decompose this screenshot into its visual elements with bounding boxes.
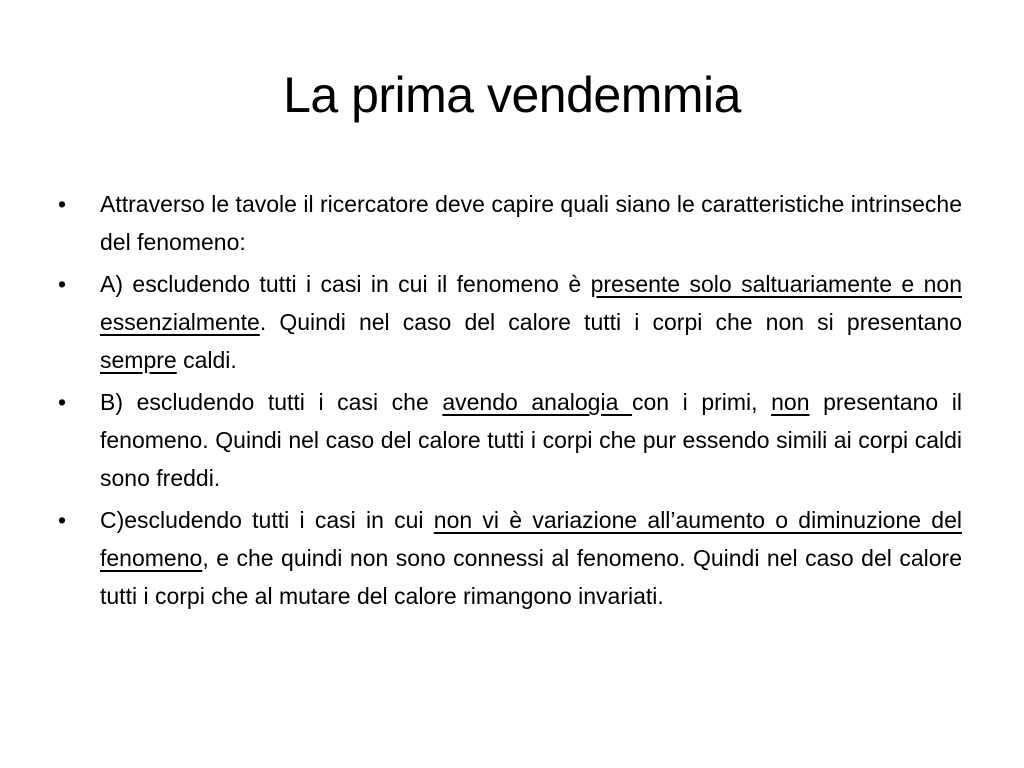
bullet-text: B) escludendo tutti i casi che — [100, 389, 443, 415]
bullet-item — [58, 185, 962, 261]
bullet-text: caldi. — [176, 347, 237, 373]
bullet-item — [58, 501, 962, 615]
bullet-item — [58, 383, 962, 497]
bullet-list — [58, 185, 962, 619]
bullet-dot: • — [58, 191, 67, 217]
slide-title: La prima vendemmia — [283, 67, 741, 123]
bullet-text: . Quindi nel caso del calore tutti i corpi che non si presentano — [259, 309, 962, 335]
underlined-phrase: non vi è variazione all’aumento o diminuzione del fenomeno — [100, 507, 962, 571]
underlined-phrase: sempre — [100, 347, 177, 373]
underlined-phrase: presente solo saltuariamente e non essenzialmente — [100, 271, 962, 335]
bullet-text: C)escludendo tutti i casi in cui — [100, 507, 434, 533]
bullet-text: A) escludendo tutti i casi in cui il fenomeno è — [100, 271, 591, 297]
bullet-text: presentano il fenomeno. Quindi nel caso del calore tutti i corpi che pur essendo simili ai corpi caldi sono freddi. — [100, 389, 962, 491]
bullet-dot: • — [58, 507, 67, 533]
bullet-item — [58, 265, 962, 379]
bullet-text: , e che quindi non sono connessi al fenomeno. Quindi nel caso del calore tutti i corpi che al mutare del calore rimangono invariati. — [100, 545, 962, 609]
underlined-phrase: avendo analogia — [442, 389, 632, 415]
bullet-dot: • — [58, 389, 67, 415]
bullet-text: con i primi, — [631, 389, 772, 415]
bullet-dot: • — [58, 271, 67, 297]
bullet-text: Attraverso le tavole il ricercatore deve capire quali siano le caratteristiche intrinseche del fenomeno: — [100, 191, 962, 255]
underlined-phrase: non — [771, 389, 810, 415]
